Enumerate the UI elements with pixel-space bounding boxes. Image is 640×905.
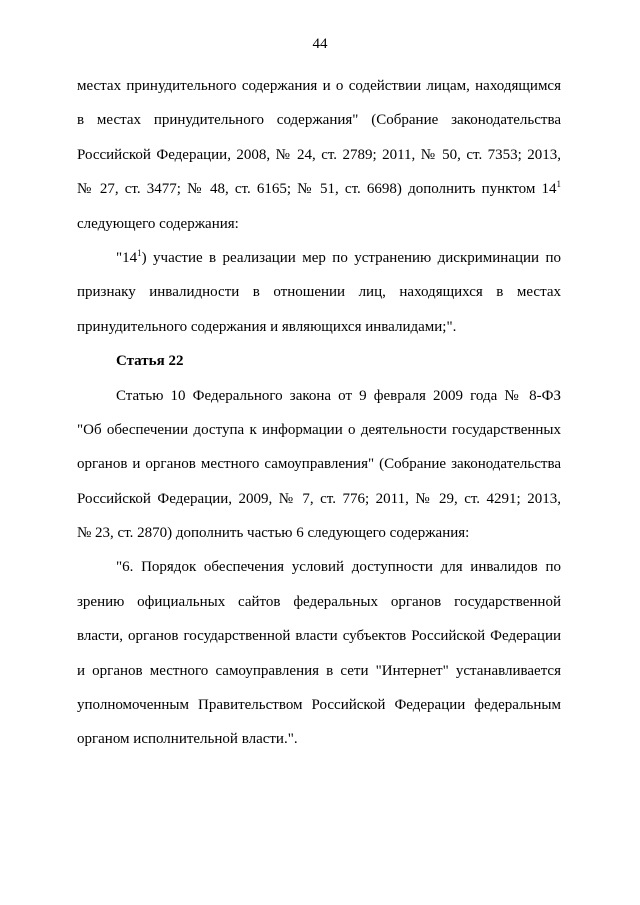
superscript: 1 — [556, 179, 561, 190]
text-line — [77, 172, 561, 206]
text-line: в местах принудительного содержания" (Собрание законодательства — [77, 112, 561, 129]
paragraph-article-22 — [77, 379, 561, 551]
text-line: органов и органов местного самоуправления" (Собрание законодательства — [77, 456, 561, 473]
paragraph-quoted-item — [77, 241, 561, 344]
text-line: и органов местного самоуправления в сети "Интернет" устанавливается — [77, 662, 561, 679]
text-line: Российской Федерации, 2009, № 7, ст. 776; 2011, № 29, ст. 4291; 2013, — [77, 490, 561, 507]
text-line: принудительного содержания и являющихся инвалидами;". — [77, 318, 457, 335]
text-line: зрению официальных сайтов федеральных органов государственной — [77, 593, 561, 610]
paragraph-part-6 — [77, 550, 561, 756]
superscript: 1 — [137, 247, 142, 258]
text-segment: "14 — [116, 249, 138, 266]
text-line: Российской Федерации, 2008, № 24, ст. 2789; 2011, № 50, ст. 7353; 2013, — [77, 146, 561, 163]
text-line — [77, 241, 561, 275]
text-line: "Об обеспечении доступа к информации о деятельности государственных — [77, 421, 561, 438]
text-line: Статью 10 Федерального закона от 9 февраля 2009 года № 8-ФЗ — [116, 387, 561, 404]
document-body — [77, 69, 561, 757]
text-line: местах принудительного содержания и о содействии лицам, находящимся — [77, 78, 561, 94]
text-line: признаку инвалидности в отношении лиц, находящихся в местах — [77, 284, 561, 301]
text-line: уполномоченным Правительством Российской Федерации федеральным — [77, 697, 561, 714]
page-number: 44 — [312, 36, 328, 52]
text-segment: ) участие в реализации мер по устранению дискриминации по — [141, 249, 561, 266]
text-line: № 23, ст. 2870) дополнить частью 6 следующего содержания: — [77, 525, 470, 542]
paragraph-law-amendment — [77, 69, 561, 241]
text-line: следующего содержания: — [77, 215, 239, 232]
text-line: органом исполнительной власти.". — [77, 731, 298, 748]
text-line: "6. Порядок обеспечения условий доступности для инвалидов по — [116, 559, 561, 576]
text-line: власти, органов государственной власти субъектов Российской Федерации — [77, 628, 561, 645]
article-heading: Статья 22 — [116, 353, 184, 370]
text-segment: № 27, ст. 3477; № 48, ст. 6165; № 51, ст. 6698) дополнить пунктом 14 — [77, 181, 557, 198]
